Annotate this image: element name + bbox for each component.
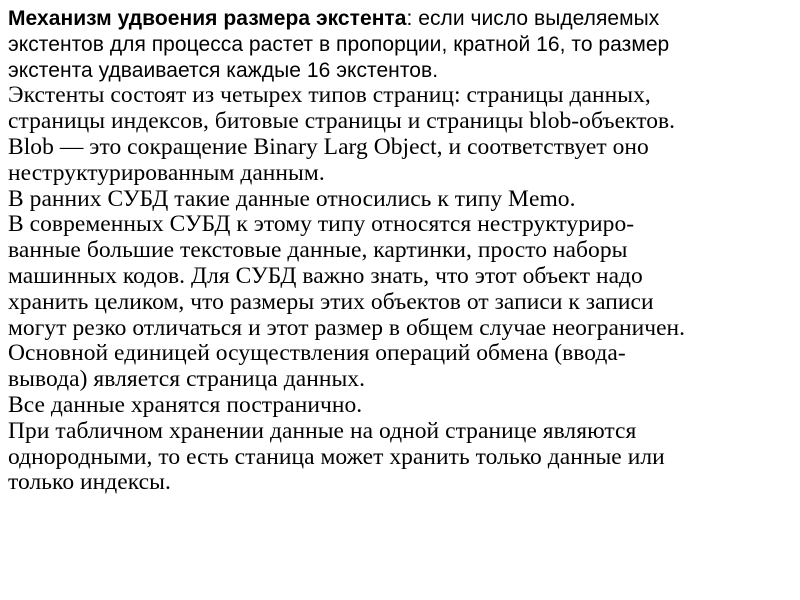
text-line: однородными, то есть станица может хранить только данные или bbox=[8, 443, 665, 470]
paragraph-extent-doubling bbox=[8, 6, 794, 83]
slide-text-body bbox=[8, 6, 794, 496]
text-line: хранить целиком, что размеры этих объектов от записи к записи bbox=[8, 288, 654, 315]
heading-colon: : bbox=[406, 7, 413, 30]
text-line: могут резко отличаться и этот размер в общем случае неограничен. bbox=[8, 314, 686, 341]
text-line: экстента удваивается каждые 16 экстентов. bbox=[8, 58, 439, 82]
paragraph-io-unit bbox=[8, 341, 794, 393]
text-line: вывода) является страница данных. bbox=[8, 366, 366, 393]
text-line: только индексы. bbox=[8, 469, 171, 496]
text-line: ванные большие текстовые данные, картинки, просто наборы bbox=[8, 237, 628, 264]
text-line: страницы индексов, битовые страницы и страницы blob-объектов. bbox=[8, 108, 676, 135]
text-line: Экстенты состоят из четырех типов страниц: страницы данных, bbox=[8, 82, 651, 109]
text-line: Основной единицей осуществления операций обмена (ввода- bbox=[8, 340, 626, 367]
paragraph-paged-storage bbox=[8, 393, 794, 419]
paragraph-modern-dbms bbox=[8, 212, 794, 341]
text-line: В ранних СУБД такие данные относились к типу Memo. bbox=[8, 185, 576, 212]
text-line: неструктурированным данным. bbox=[8, 159, 325, 186]
text-fragment: если число выделяемых bbox=[412, 7, 660, 30]
paragraph-page-types bbox=[8, 83, 794, 186]
paragraph-memo-type bbox=[8, 187, 794, 213]
text-line: Blob — это сокращение Binary Larg Object, и соответствует оно bbox=[8, 133, 649, 160]
text-line: При табличном хранении данные на одной странице являются bbox=[8, 417, 637, 444]
text-line: В современных СУБД к этому типу относятся неструктуриро- bbox=[8, 211, 635, 238]
text-line: машинных кодов. Для СУБД важно знать, что этот объект надо bbox=[8, 262, 643, 289]
text-line: Все данные хранятся постранично. bbox=[8, 391, 363, 418]
extent-doubling-heading: Механизм удвоения размера экстента bbox=[8, 7, 407, 30]
text-line: экстентов для процесса растет в пропорции, кратной 16, то размер bbox=[8, 32, 670, 56]
text-line bbox=[8, 6, 794, 32]
paragraph-table-storage bbox=[8, 419, 794, 496]
